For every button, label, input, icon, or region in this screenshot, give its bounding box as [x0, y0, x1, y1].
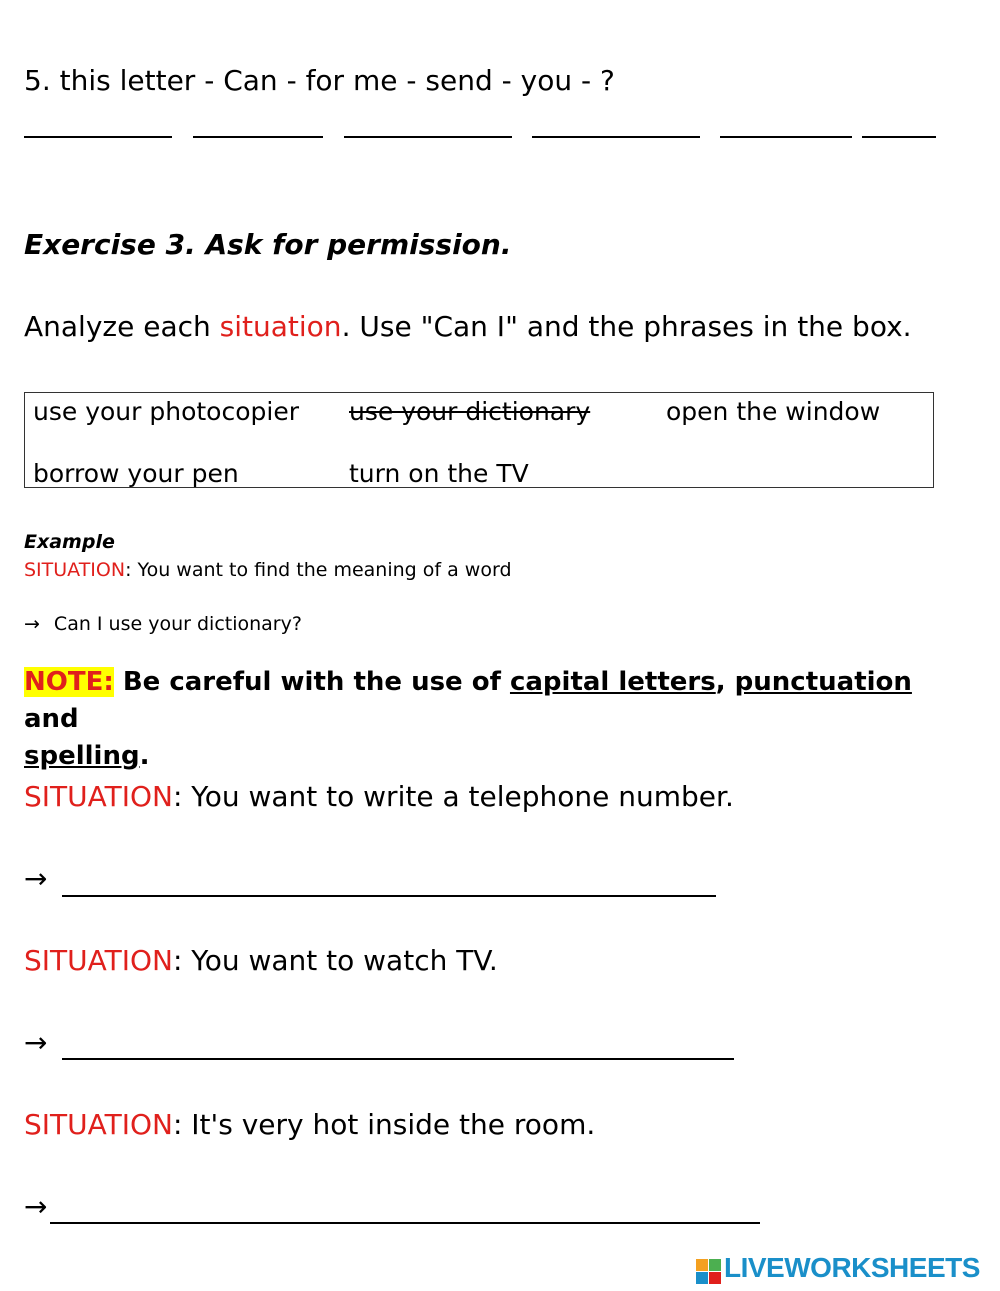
situation-3 — [24, 1108, 595, 1141]
example-label: Example — [24, 531, 115, 553]
phrase-item: turn on the TV — [349, 459, 529, 488]
example-situation — [24, 559, 512, 581]
note-separator: , — [715, 667, 735, 697]
note-text: Be careful with the use of — [113, 667, 510, 697]
answer-blank-1[interactable] — [24, 136, 172, 138]
note-capital-letters: capital letters — [509, 667, 716, 697]
note-end: . — [139, 741, 150, 771]
phrase-item-crossed: use your dictionary — [349, 397, 591, 426]
exercise-3-title: Exercise 3. Ask for permission. — [24, 228, 512, 261]
answer-blank-5[interactable] — [720, 136, 852, 138]
exercise-3-instruction — [24, 310, 912, 343]
phrase-item: borrow your pen — [33, 459, 239, 488]
arrow-icon: → — [24, 1026, 48, 1059]
note-paragraph — [24, 664, 974, 775]
note-and: and — [24, 704, 79, 734]
situation-text: : You want to write a telephone number. — [172, 780, 734, 813]
phrase-item: open the window — [666, 397, 881, 426]
logo-text: LIVEWORKSHEETS — [724, 1252, 980, 1283]
note-punctuation: punctuation — [734, 667, 912, 697]
answer-blank-4[interactable] — [532, 136, 700, 138]
question-5-text: 5. this letter - Can - for me - send - you - ? — [24, 64, 615, 97]
instruction-pre: Analyze each — [24, 310, 220, 343]
situation-1 — [24, 780, 734, 813]
situation-label: SITUATION — [24, 944, 173, 977]
phrase-item: use your photocopier — [33, 397, 299, 426]
instruction-highlight: situation — [219, 310, 342, 343]
situation-label: SITUATION — [24, 780, 173, 813]
arrow-icon: → — [24, 862, 48, 895]
answer-line-1[interactable] — [62, 895, 716, 897]
answer-blank-6[interactable] — [862, 136, 936, 138]
arrow-icon: → — [24, 1190, 48, 1223]
note-spelling: spelling — [24, 741, 140, 771]
answer-blank-2[interactable] — [193, 136, 323, 138]
situation-label: SITUATION — [24, 1108, 173, 1141]
example-answer-text: Can I use your dictionary? — [53, 613, 302, 635]
answer-line-3[interactable] — [50, 1222, 760, 1224]
answer-line-2[interactable] — [62, 1058, 734, 1060]
arrow-icon: → — [24, 613, 40, 635]
situation-text: : You want to watch TV. — [172, 944, 498, 977]
answer-blank-3[interactable] — [344, 136, 512, 138]
example-answer — [24, 613, 302, 635]
phrase-box — [24, 392, 934, 488]
example-situation-label: SITUATION — [24, 559, 126, 581]
logo-blocks-icon — [696, 1259, 722, 1285]
situation-text: : It's very hot inside the room. — [172, 1108, 596, 1141]
note-label: NOTE: — [24, 667, 114, 697]
situation-2 — [24, 944, 498, 977]
instruction-post: . Use "Can I" and the phrases in the box. — [341, 310, 912, 343]
example-situation-text: : You want to find the meaning of a word — [125, 559, 512, 581]
